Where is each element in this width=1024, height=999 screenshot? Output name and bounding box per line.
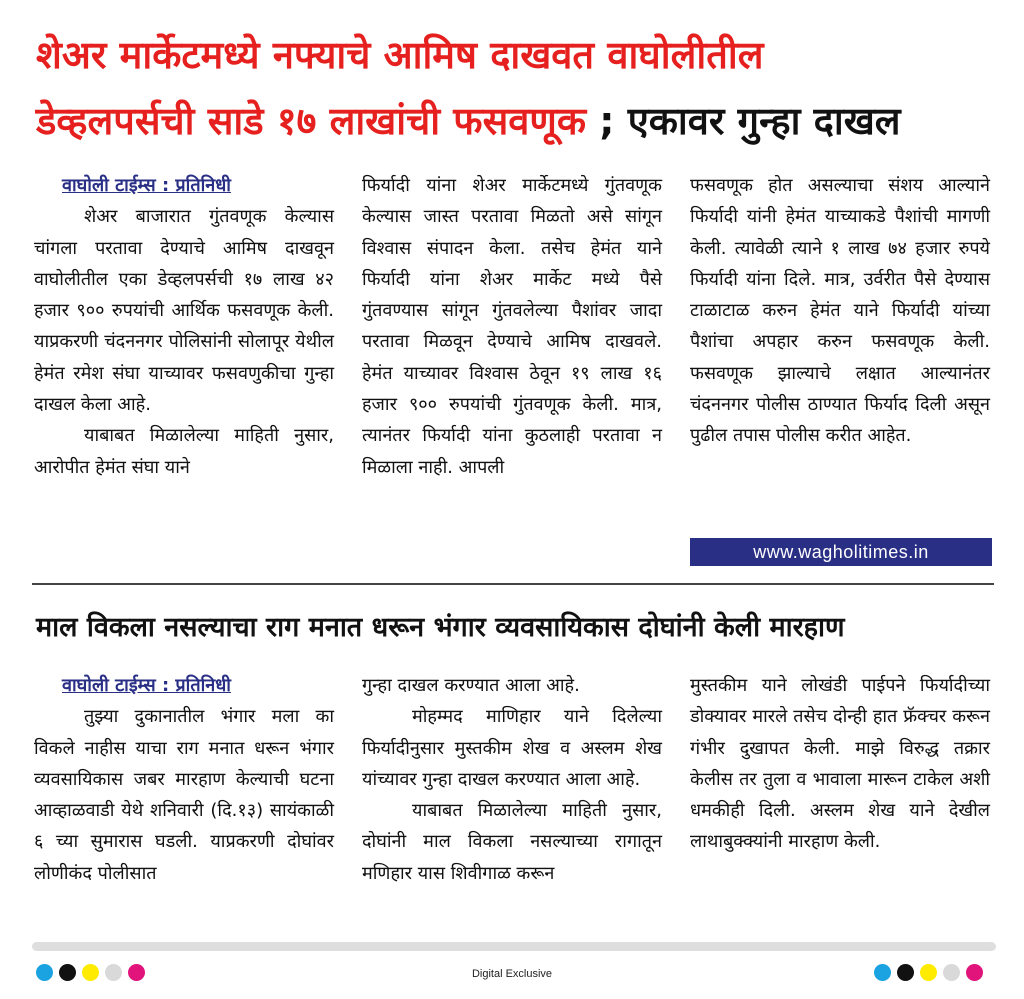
color-dot: [897, 964, 914, 981]
article2-col2-paragraph-3: याबाबत मिळालेल्या माहिती नुसार, दोघांनी माल विकला नसल्याच्या रागातून मणिहार यास शिवीगाळ करून: [362, 800, 662, 884]
article1-col3-paragraph: फसवणूक होत असल्याचा संशय आल्याने फिर्यादी यांनी हेमंत याच्याकडे पैशांची मागणी केली. त्यावेळी त्याने १ लाख ७४ हजार रुपये फिर्यादी यांना दिले. मात्र, उर्वरीत पैसे देण्यास टाळाटाळ करुन हेमंत याने फिर्यादी यांच्या पैशांचा अपहार करुन फसवणूक केली. फसवणूक झाल्याचे लक्षात आल्यानंतर चंदननगर पोलीस ठाण्यात फिर्याद दिली असून पुढील तपास पोलीस करीत आहेत.: [690, 175, 990, 447]
article1-column-1: [34, 170, 334, 483]
article2-column-1: [34, 670, 334, 889]
article1-col1-paragraph-1: शेअर बाजारात गुंतवणूक केल्यास चांगला परतावा देण्याचे आमिष दाखवून वाघोलीतील एका डेव्हलपर्सची १७ लाख ४२ हजार ९०० रुपयांची आर्थिक फसवणूक केली. याप्रकरणी चंदननगर पोलिसांनी सोलापूर येथील हेमंत रमेश संघा याच्यावर फसवणुकीचा गुन्हा दाखल केला आहे.: [34, 206, 334, 416]
article1-byline: वाघोली टाईम्स : प्रतिनिधी: [62, 175, 231, 196]
article2-col1-paragraph: तुझ्या दुकानातील भंगार मला का विकले नाहीस याचा राग मनात धरून भंगार व्यवसायिकास जबर मारहाण केल्याची घटना आव्हाळवाडी येथे शनिवारी (दि.१३) सायंकाळी ६ च्या सुमारास घडली. याप्रकरणी दोघांवर लोणीकंद पोलीसात: [34, 706, 334, 884]
article1-headline-line2: [36, 92, 996, 150]
article1-column-2: [362, 170, 662, 483]
color-dot: [966, 964, 983, 981]
article1-headline-line1: शेअर मार्केटमध्ये नफ्याचे आमिष दाखवत वाघोलीतील: [36, 33, 764, 77]
article2-col3-paragraph: मुस्तकीम याने लोखंडी पाईपने फिर्यादीच्या डोक्यावर मारले तसेच दोन्ही हात फ्रॅक्चर करून गंभीर दुखापत केली. माझे विरुद्ध तक्रार केलीस तर तुला व भावाला मारून टाकेल अशी धमकीही दिली. अस्लम शेख याने देखील लाथाबुक्क्यांनी मारहाण केली.: [690, 675, 990, 853]
article2-byline: वाघोली टाईम्स : प्रतिनिधी: [62, 675, 231, 696]
article2-col2-paragraph-1: गुन्हा दाखल करण्यात आला आहे.: [362, 675, 580, 696]
article2-col2-paragraph-2: मोहम्मद माणिहार याने दिलेल्या फिर्यादीनुसार मुस्तकीम शेख व अस्लम शेख यांच्यावर गुन्हा दाखल करण्यात आला आहे.: [362, 706, 662, 790]
article1-headline-line2-red: डेव्हलपर्सची साडे १७ लाखांची फसवणूक: [36, 99, 587, 143]
color-dots-right: [874, 964, 983, 981]
article1-col2-paragraph: फिर्यादी यांना शेअर मार्केटमध्ये गुंतवणूक केल्यास जास्त परतावा मिळतो असे सांगून विश्वास संपादन केला. तसेच हेमंत याने फिर्यादी यांना शेअर मार्केट मध्ये पैसे गुंतवण्यास सांगून गुंतवलेल्या पैशांवर जादा परतावा मिळवून देण्याचे आमिष दाखवले. हेमंत याच्यावर विश्वास ठेवून १९ लाख १६ हजार ९०० रुपयांची गुंतवणूक केली. मात्र, त्यानंतर फिर्यादी यांना कुठलाही परतावा न मिळाला नाही. आपली: [362, 175, 662, 478]
website-link[interactable]: www.wagholitimes.in: [690, 538, 992, 566]
color-dot: [943, 964, 960, 981]
article1-column-3: [690, 170, 990, 452]
article1-headline-line2-black: ; एकावर गुन्हा दाखल: [586, 99, 901, 143]
footer-bar: [32, 942, 996, 951]
footer-label: Digital Exclusive: [471, 968, 553, 980]
article2-headline: माल विकला नसल्याचा राग मनात धरून भंगार व्यवसायिकास दोघांनी केली मारहाण: [36, 612, 845, 643]
article2-column-2: [362, 670, 662, 889]
color-dot: [874, 964, 891, 981]
article1-col1-paragraph-2: याबाबत मिळालेल्या माहिती नुसार, आरोपीत हेमंत संघा याने: [34, 425, 334, 478]
section-divider: [32, 583, 994, 585]
article2-column-3: [690, 670, 990, 858]
color-dot: [920, 964, 937, 981]
